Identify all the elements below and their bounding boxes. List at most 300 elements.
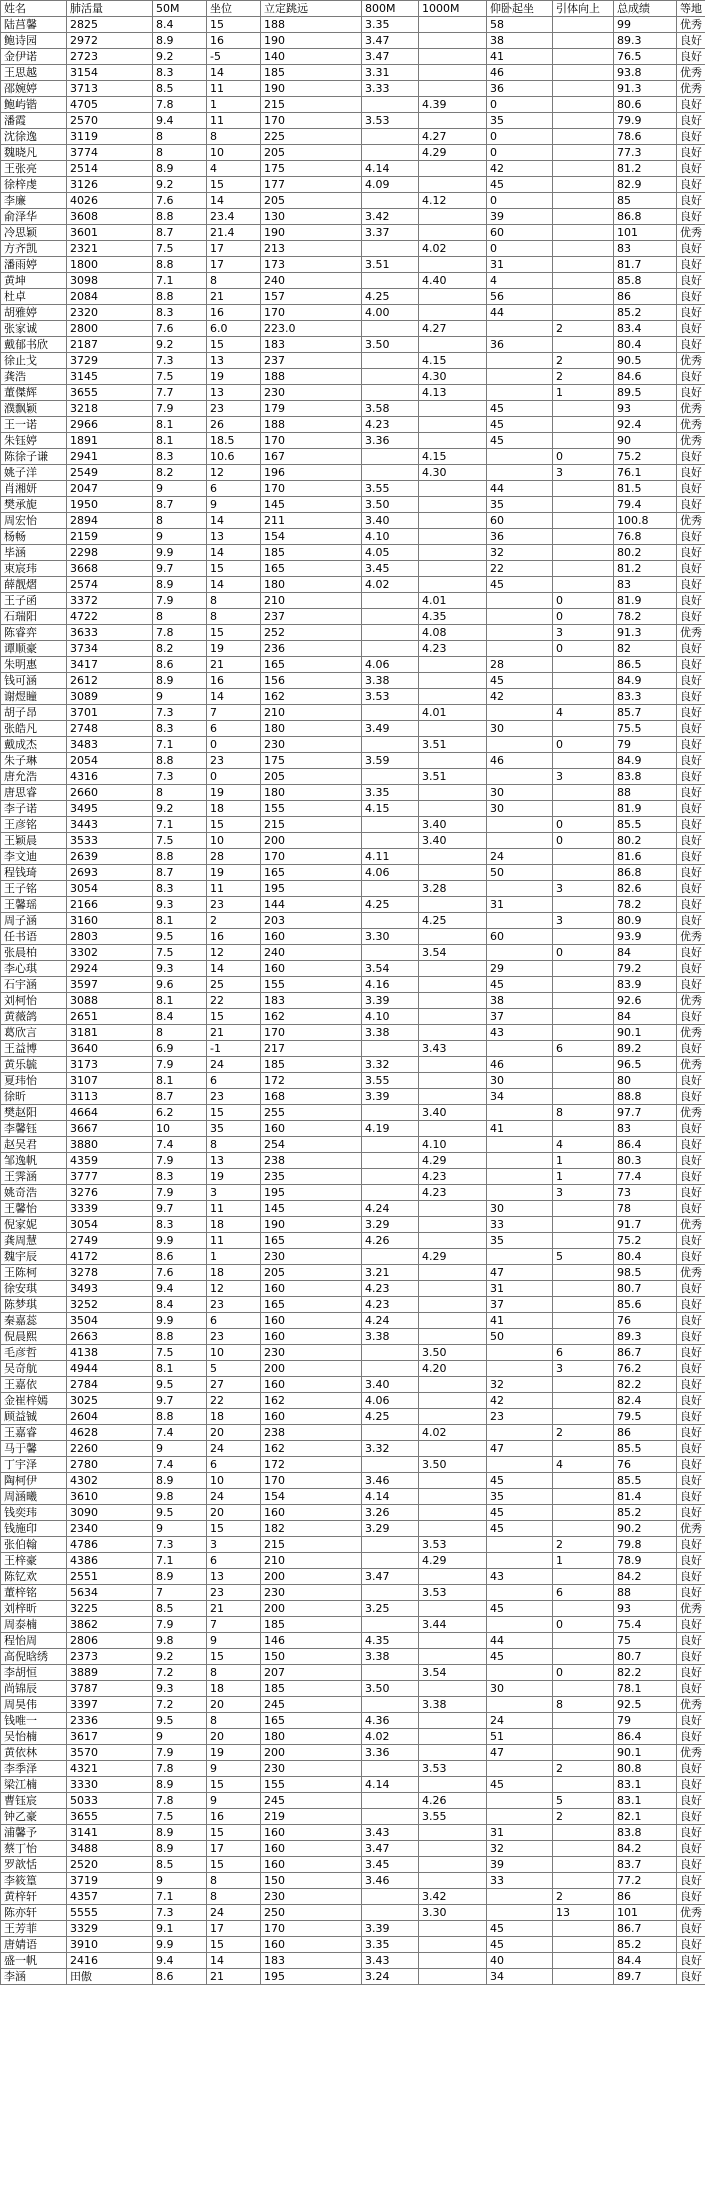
cell-total-score[interactable]: 86.7 (614, 1921, 677, 1937)
cell-pullups[interactable]: 1 (553, 385, 614, 401)
cell-grade[interactable]: 良好 (677, 289, 705, 305)
cell-total-score[interactable]: 76.8 (614, 529, 677, 545)
cell-pullups[interactable]: 2 (553, 1537, 614, 1553)
cell-situps[interactable]: 56 (487, 289, 553, 305)
cell-1000m[interactable] (419, 801, 487, 817)
cell-1000m[interactable]: 3.43 (419, 1041, 487, 1057)
cell-800m[interactable] (362, 1425, 419, 1441)
cell-pullups[interactable] (553, 1121, 614, 1137)
header-cell-lung-capacity[interactable]: 肺活量 (67, 1, 153, 17)
cell-800m[interactable] (362, 1105, 419, 1121)
cell-name[interactable]: 浦馨予 (1, 1825, 67, 1841)
cell-sit-reach[interactable]: 18 (207, 1265, 261, 1281)
cell-800m[interactable] (362, 593, 419, 609)
cell-lung-capacity[interactable]: 5634 (67, 1585, 153, 1601)
cell-sit-reach[interactable]: 15 (207, 1825, 261, 1841)
cell-situps[interactable]: 31 (487, 897, 553, 913)
cell-name[interactable]: 魏晓凡 (1, 145, 67, 161)
cell-situps[interactable]: 41 (487, 49, 553, 65)
cell-lung-capacity[interactable]: 3601 (67, 225, 153, 241)
cell-long-jump[interactable]: 190 (261, 81, 362, 97)
cell-long-jump[interactable]: 207 (261, 1665, 362, 1681)
cell-total-score[interactable]: 82.1 (614, 1809, 677, 1825)
cell-1000m[interactable]: 4.12 (419, 193, 487, 209)
cell-grade[interactable]: 良好 (677, 1297, 705, 1313)
cell-grade[interactable]: 良好 (677, 1553, 705, 1569)
cell-grade[interactable]: 良好 (677, 529, 705, 545)
cell-1000m[interactable] (419, 529, 487, 545)
cell-800m[interactable]: 3.43 (362, 1825, 419, 1841)
cell-name[interactable]: 吴怡楠 (1, 1729, 67, 1745)
cell-pullups[interactable] (553, 929, 614, 945)
cell-1000m[interactable] (419, 929, 487, 945)
cell-total-score[interactable]: 100.8 (614, 513, 677, 529)
cell-name[interactable]: 冷思颖 (1, 225, 67, 241)
cell-long-jump[interactable]: 160 (261, 929, 362, 945)
cell-name[interactable]: 黄坤 (1, 273, 67, 289)
cell-50m[interactable]: 8.6 (153, 1969, 207, 1985)
cell-grade[interactable]: 良好 (677, 1329, 705, 1345)
cell-sit-reach[interactable]: 23.4 (207, 209, 261, 225)
cell-grade[interactable]: 优秀 (677, 1057, 705, 1073)
cell-1000m[interactable] (419, 673, 487, 689)
cell-situps[interactable] (487, 321, 553, 337)
cell-pullups[interactable] (553, 497, 614, 513)
cell-long-jump[interactable]: 190 (261, 33, 362, 49)
cell-grade[interactable]: 良好 (677, 1665, 705, 1681)
cell-1000m[interactable]: 4.29 (419, 145, 487, 161)
cell-1000m[interactable] (419, 1441, 487, 1457)
cell-grade[interactable]: 良好 (677, 1313, 705, 1329)
cell-800m[interactable]: 4.25 (362, 1409, 419, 1425)
cell-pullups[interactable]: 2 (553, 369, 614, 385)
cell-lung-capacity[interactable]: 2660 (67, 785, 153, 801)
cell-50m[interactable]: 8.4 (153, 1009, 207, 1025)
cell-800m[interactable] (362, 353, 419, 369)
cell-grade[interactable]: 优秀 (677, 353, 705, 369)
cell-800m[interactable] (362, 97, 419, 113)
cell-800m[interactable] (362, 369, 419, 385)
cell-800m[interactable]: 3.45 (362, 561, 419, 577)
cell-50m[interactable]: 8.9 (153, 1569, 207, 1585)
cell-800m[interactable] (362, 625, 419, 641)
cell-situps[interactable] (487, 353, 553, 369)
cell-sit-reach[interactable]: 17 (207, 1921, 261, 1937)
cell-lung-capacity[interactable]: 3173 (67, 1057, 153, 1073)
cell-800m[interactable]: 3.36 (362, 1745, 419, 1761)
cell-long-jump[interactable]: 175 (261, 753, 362, 769)
cell-lung-capacity[interactable]: 4357 (67, 1889, 153, 1905)
cell-name[interactable]: 朱明惠 (1, 657, 67, 673)
cell-800m[interactable]: 4.14 (362, 161, 419, 177)
cell-long-jump[interactable]: 213 (261, 241, 362, 257)
cell-pullups[interactable]: 4 (553, 705, 614, 721)
cell-grade[interactable]: 良好 (677, 1345, 705, 1361)
cell-grade[interactable]: 良好 (677, 977, 705, 993)
cell-sit-reach[interactable]: 18 (207, 1217, 261, 1233)
cell-800m[interactable]: 3.58 (362, 401, 419, 417)
cell-total-score[interactable]: 83.1 (614, 1777, 677, 1793)
cell-long-jump[interactable]: 223.0 (261, 321, 362, 337)
cell-long-jump[interactable]: 205 (261, 1265, 362, 1281)
cell-total-score[interactable]: 82 (614, 641, 677, 657)
cell-grade[interactable]: 良好 (677, 801, 705, 817)
cell-800m[interactable]: 3.32 (362, 1441, 419, 1457)
cell-pullups[interactable] (553, 1969, 614, 1985)
cell-50m[interactable]: 7.4 (153, 1457, 207, 1473)
cell-name[interactable]: 董梓铭 (1, 1585, 67, 1601)
cell-long-jump[interactable]: 150 (261, 1873, 362, 1889)
cell-total-score[interactable]: 84.2 (614, 1569, 677, 1585)
cell-50m[interactable]: 8.9 (153, 1825, 207, 1841)
cell-sit-reach[interactable]: 24 (207, 1441, 261, 1457)
cell-sit-reach[interactable]: 13 (207, 1153, 261, 1169)
cell-sit-reach[interactable]: 15 (207, 561, 261, 577)
cell-long-jump[interactable]: 144 (261, 897, 362, 913)
cell-1000m[interactable]: 4.27 (419, 129, 487, 145)
cell-1000m[interactable] (419, 1393, 487, 1409)
cell-50m[interactable]: 8.1 (153, 993, 207, 1009)
cell-pullups[interactable]: 0 (553, 1665, 614, 1681)
cell-grade[interactable]: 良好 (677, 1921, 705, 1937)
cell-lung-capacity[interactable]: 3119 (67, 129, 153, 145)
cell-50m[interactable]: 7.8 (153, 625, 207, 641)
cell-1000m[interactable]: 4.08 (419, 625, 487, 641)
cell-50m[interactable]: 7.2 (153, 1665, 207, 1681)
cell-50m[interactable]: 6.9 (153, 1041, 207, 1057)
cell-pullups[interactable] (553, 1873, 614, 1889)
cell-lung-capacity[interactable]: 3339 (67, 1201, 153, 1217)
cell-total-score[interactable]: 75.2 (614, 449, 677, 465)
cell-situps[interactable]: 44 (487, 1633, 553, 1649)
cell-long-jump[interactable]: 146 (261, 1633, 362, 1649)
cell-sit-reach[interactable]: 6 (207, 481, 261, 497)
cell-pullups[interactable]: 0 (553, 609, 614, 625)
cell-pullups[interactable]: 8 (553, 1105, 614, 1121)
cell-50m[interactable]: 8.9 (153, 673, 207, 689)
cell-lung-capacity[interactable]: 3225 (67, 1601, 153, 1617)
cell-name[interactable]: 任书语 (1, 929, 67, 945)
cell-situps[interactable] (487, 1105, 553, 1121)
cell-grade[interactable]: 良好 (677, 1873, 705, 1889)
cell-1000m[interactable] (419, 1201, 487, 1217)
cell-pullups[interactable] (553, 849, 614, 865)
cell-name[interactable]: 朱子琳 (1, 753, 67, 769)
cell-name[interactable]: 鲍诗园 (1, 33, 67, 49)
cell-grade[interactable]: 良好 (677, 321, 705, 337)
cell-sit-reach[interactable]: 20 (207, 1425, 261, 1441)
cell-1000m[interactable]: 3.30 (419, 1905, 487, 1921)
cell-name[interactable]: 王张亮 (1, 161, 67, 177)
cell-long-jump[interactable]: 200 (261, 1361, 362, 1377)
cell-grade[interactable]: 良好 (677, 241, 705, 257)
cell-long-jump[interactable]: 230 (261, 1345, 362, 1361)
cell-800m[interactable] (362, 833, 419, 849)
cell-total-score[interactable]: 98.5 (614, 1265, 677, 1281)
cell-grade[interactable]: 良好 (677, 385, 705, 401)
cell-800m[interactable]: 3.25 (362, 1601, 419, 1617)
cell-sit-reach[interactable]: 22 (207, 993, 261, 1009)
cell-1000m[interactable]: 4.01 (419, 705, 487, 721)
cell-situps[interactable] (487, 1553, 553, 1569)
cell-lung-capacity[interactable]: 2780 (67, 1457, 153, 1473)
cell-grade[interactable]: 良好 (677, 481, 705, 497)
cell-1000m[interactable] (419, 721, 487, 737)
cell-pullups[interactable] (553, 113, 614, 129)
cell-lung-capacity[interactable]: 3617 (67, 1729, 153, 1745)
cell-total-score[interactable]: 93 (614, 1601, 677, 1617)
cell-sit-reach[interactable]: 15 (207, 1009, 261, 1025)
cell-grade[interactable]: 良好 (677, 209, 705, 225)
cell-situps[interactable]: 39 (487, 209, 553, 225)
cell-situps[interactable]: 45 (487, 433, 553, 449)
cell-total-score[interactable]: 86.8 (614, 209, 677, 225)
cell-1000m[interactable] (419, 1873, 487, 1889)
cell-800m[interactable]: 4.14 (362, 1777, 419, 1793)
cell-800m[interactable]: 4.23 (362, 1281, 419, 1297)
cell-800m[interactable]: 3.38 (362, 1025, 419, 1041)
cell-1000m[interactable]: 4.40 (419, 273, 487, 289)
cell-50m[interactable]: 8.8 (153, 753, 207, 769)
cell-1000m[interactable] (419, 177, 487, 193)
cell-50m[interactable]: 9.5 (153, 1377, 207, 1393)
cell-name[interactable]: 邹逸帆 (1, 1153, 67, 1169)
cell-800m[interactable]: 3.51 (362, 257, 419, 273)
cell-lung-capacity[interactable]: 2800 (67, 321, 153, 337)
cell-sit-reach[interactable]: 21 (207, 657, 261, 673)
cell-name[interactable]: 张伯翰 (1, 1537, 67, 1553)
cell-lung-capacity[interactable]: 3098 (67, 273, 153, 289)
cell-situps[interactable]: 38 (487, 993, 553, 1009)
cell-long-jump[interactable]: 205 (261, 193, 362, 209)
cell-grade[interactable]: 良好 (677, 33, 705, 49)
cell-situps[interactable] (487, 1617, 553, 1633)
cell-total-score[interactable]: 91.3 (614, 81, 677, 97)
cell-situps[interactable]: 0 (487, 241, 553, 257)
cell-800m[interactable] (362, 1665, 419, 1681)
cell-situps[interactable]: 35 (487, 497, 553, 513)
cell-1000m[interactable] (419, 337, 487, 353)
cell-sit-reach[interactable]: 15 (207, 1937, 261, 1953)
cell-situps[interactable]: 46 (487, 753, 553, 769)
cell-long-jump[interactable]: 195 (261, 881, 362, 897)
cell-lung-capacity[interactable]: 2806 (67, 1633, 153, 1649)
cell-total-score[interactable]: 76 (614, 1313, 677, 1329)
cell-situps[interactable] (487, 1457, 553, 1473)
cell-lung-capacity[interactable]: 3145 (67, 369, 153, 385)
cell-800m[interactable]: 3.30 (362, 929, 419, 945)
cell-grade[interactable]: 良好 (677, 913, 705, 929)
cell-total-score[interactable]: 83.9 (614, 977, 677, 993)
cell-800m[interactable]: 3.55 (362, 1073, 419, 1089)
cell-sit-reach[interactable]: 15 (207, 1105, 261, 1121)
cell-pullups[interactable]: 2 (553, 1889, 614, 1905)
cell-situps[interactable]: 44 (487, 305, 553, 321)
cell-sit-reach[interactable]: 16 (207, 1809, 261, 1825)
cell-grade[interactable]: 良好 (677, 129, 705, 145)
cell-situps[interactable] (487, 1041, 553, 1057)
cell-total-score[interactable]: 75 (614, 1633, 677, 1649)
cell-sit-reach[interactable]: 4 (207, 161, 261, 177)
cell-pullups[interactable]: 2 (553, 1425, 614, 1441)
cell-total-score[interactable]: 84.6 (614, 369, 677, 385)
cell-total-score[interactable]: 90.2 (614, 1521, 677, 1537)
cell-situps[interactable]: 45 (487, 577, 553, 593)
cell-pullups[interactable] (553, 1729, 614, 1745)
cell-grade[interactable]: 良好 (677, 1617, 705, 1633)
cell-total-score[interactable]: 85 (614, 193, 677, 209)
cell-pullups[interactable] (553, 689, 614, 705)
cell-situps[interactable]: 45 (487, 1473, 553, 1489)
cell-name[interactable]: 李心琪 (1, 961, 67, 977)
cell-situps[interactable] (487, 705, 553, 721)
cell-total-score[interactable]: 79 (614, 737, 677, 753)
cell-total-score[interactable]: 78.2 (614, 897, 677, 913)
cell-total-score[interactable]: 86.5 (614, 657, 677, 673)
cell-long-jump[interactable]: 183 (261, 1953, 362, 1969)
cell-lung-capacity[interactable]: 2784 (67, 1377, 153, 1393)
cell-grade[interactable]: 优秀 (677, 1265, 705, 1281)
cell-pullups[interactable] (553, 753, 614, 769)
cell-situps[interactable]: 51 (487, 1729, 553, 1745)
cell-sit-reach[interactable]: 23 (207, 401, 261, 417)
cell-long-jump[interactable]: 210 (261, 593, 362, 609)
cell-sit-reach[interactable]: 21 (207, 1025, 261, 1041)
cell-grade[interactable]: 良好 (677, 1585, 705, 1601)
cell-name[interactable]: 唐允浩 (1, 769, 67, 785)
cell-name[interactable]: 王霁涵 (1, 1169, 67, 1185)
cell-50m[interactable]: 7.3 (153, 769, 207, 785)
cell-total-score[interactable]: 83.3 (614, 689, 677, 705)
cell-800m[interactable] (362, 1617, 419, 1633)
cell-name[interactable]: 高倪晗绣 (1, 1649, 67, 1665)
cell-1000m[interactable] (419, 1953, 487, 1969)
cell-pullups[interactable] (553, 33, 614, 49)
cell-1000m[interactable]: 4.29 (419, 1153, 487, 1169)
cell-800m[interactable]: 3.55 (362, 481, 419, 497)
cell-pullups[interactable] (553, 1009, 614, 1025)
header-cell-800m[interactable]: 800M (362, 1, 419, 17)
cell-sit-reach[interactable]: 12 (207, 1281, 261, 1297)
cell-grade[interactable]: 良好 (677, 1393, 705, 1409)
cell-name[interactable]: 濮飘颖 (1, 401, 67, 417)
cell-50m[interactable]: 8.4 (153, 1297, 207, 1313)
cell-800m[interactable]: 4.25 (362, 897, 419, 913)
cell-name[interactable]: 徐止戈 (1, 353, 67, 369)
cell-50m[interactable]: 7.6 (153, 193, 207, 209)
cell-pullups[interactable]: 0 (553, 641, 614, 657)
cell-800m[interactable]: 4.16 (362, 977, 419, 993)
cell-long-jump[interactable]: 170 (261, 305, 362, 321)
cell-grade[interactable]: 良好 (677, 113, 705, 129)
cell-1000m[interactable] (419, 257, 487, 273)
cell-1000m[interactable] (419, 1073, 487, 1089)
cell-grade[interactable]: 优秀 (677, 1905, 705, 1921)
cell-total-score[interactable]: 81.2 (614, 161, 677, 177)
cell-situps[interactable]: 34 (487, 1969, 553, 1985)
cell-1000m[interactable] (419, 1025, 487, 1041)
cell-pullups[interactable] (553, 1633, 614, 1649)
cell-grade[interactable]: 良好 (677, 673, 705, 689)
cell-1000m[interactable]: 3.40 (419, 1105, 487, 1121)
cell-situps[interactable] (487, 737, 553, 753)
cell-50m[interactable]: 8.1 (153, 913, 207, 929)
cell-name[interactable]: 程钱琦 (1, 865, 67, 881)
cell-1000m[interactable] (419, 481, 487, 497)
cell-lung-capacity[interactable]: 3113 (67, 1089, 153, 1105)
cell-pullups[interactable] (553, 561, 614, 577)
cell-situps[interactable]: 60 (487, 513, 553, 529)
cell-situps[interactable]: 28 (487, 657, 553, 673)
cell-situps[interactable]: 31 (487, 1281, 553, 1297)
cell-situps[interactable]: 35 (487, 1489, 553, 1505)
cell-pullups[interactable] (553, 97, 614, 113)
cell-800m[interactable] (362, 241, 419, 257)
cell-lung-capacity[interactable]: 3504 (67, 1313, 153, 1329)
cell-long-jump[interactable]: 203 (261, 913, 362, 929)
cell-pullups[interactable] (553, 1297, 614, 1313)
cell-grade[interactable]: 优秀 (677, 17, 705, 33)
cell-name[interactable]: 谭顺豪 (1, 641, 67, 657)
cell-name[interactable]: 刘柯怡 (1, 993, 67, 1009)
cell-grade[interactable]: 优秀 (677, 929, 705, 945)
cell-long-jump[interactable]: 185 (261, 545, 362, 561)
cell-grade[interactable]: 良好 (677, 689, 705, 705)
cell-800m[interactable] (362, 1169, 419, 1185)
cell-sit-reach[interactable]: 18 (207, 801, 261, 817)
cell-situps[interactable] (487, 609, 553, 625)
cell-sit-reach[interactable]: 8 (207, 609, 261, 625)
cell-1000m[interactable] (419, 897, 487, 913)
cell-50m[interactable]: 8.5 (153, 1601, 207, 1617)
cell-lung-capacity[interactable]: 2723 (67, 49, 153, 65)
header-cell-situps[interactable]: 仰卧起坐 (487, 1, 553, 17)
cell-50m[interactable]: 8 (153, 513, 207, 529)
cell-800m[interactable] (362, 1889, 419, 1905)
cell-50m[interactable]: 8.9 (153, 577, 207, 593)
cell-1000m[interactable] (419, 1937, 487, 1953)
cell-sit-reach[interactable]: 15 (207, 177, 261, 193)
cell-pullups[interactable] (553, 1841, 614, 1857)
cell-grade[interactable]: 优秀 (677, 1697, 705, 1713)
cell-long-jump[interactable]: 165 (261, 657, 362, 673)
cell-name[interactable]: 顾益铖 (1, 1409, 67, 1425)
cell-situps[interactable] (487, 1793, 553, 1809)
cell-long-jump[interactable]: 180 (261, 577, 362, 593)
cell-situps[interactable]: 30 (487, 721, 553, 737)
cell-50m[interactable]: 9.9 (153, 1937, 207, 1953)
cell-long-jump[interactable]: 205 (261, 769, 362, 785)
cell-pullups[interactable] (553, 1857, 614, 1873)
cell-grade[interactable]: 良好 (677, 257, 705, 273)
cell-grade[interactable]: 优秀 (677, 1601, 705, 1617)
cell-name[interactable]: 钟乙豪 (1, 1809, 67, 1825)
cell-lung-capacity[interactable]: 3330 (67, 1777, 153, 1793)
cell-total-score[interactable]: 86.4 (614, 1729, 677, 1745)
cell-long-jump[interactable]: 238 (261, 1425, 362, 1441)
cell-800m[interactable]: 4.06 (362, 1393, 419, 1409)
cell-total-score[interactable]: 91.3 (614, 625, 677, 641)
cell-name[interactable]: 杜卓 (1, 289, 67, 305)
cell-sit-reach[interactable]: 15 (207, 337, 261, 353)
cell-50m[interactable]: 7.6 (153, 321, 207, 337)
cell-name[interactable]: 李胡恒 (1, 1665, 67, 1681)
cell-lung-capacity[interactable]: 3054 (67, 881, 153, 897)
cell-grade[interactable]: 良好 (677, 833, 705, 849)
cell-800m[interactable] (362, 273, 419, 289)
cell-1000m[interactable] (419, 1601, 487, 1617)
cell-name[interactable]: 梁江楠 (1, 1777, 67, 1793)
